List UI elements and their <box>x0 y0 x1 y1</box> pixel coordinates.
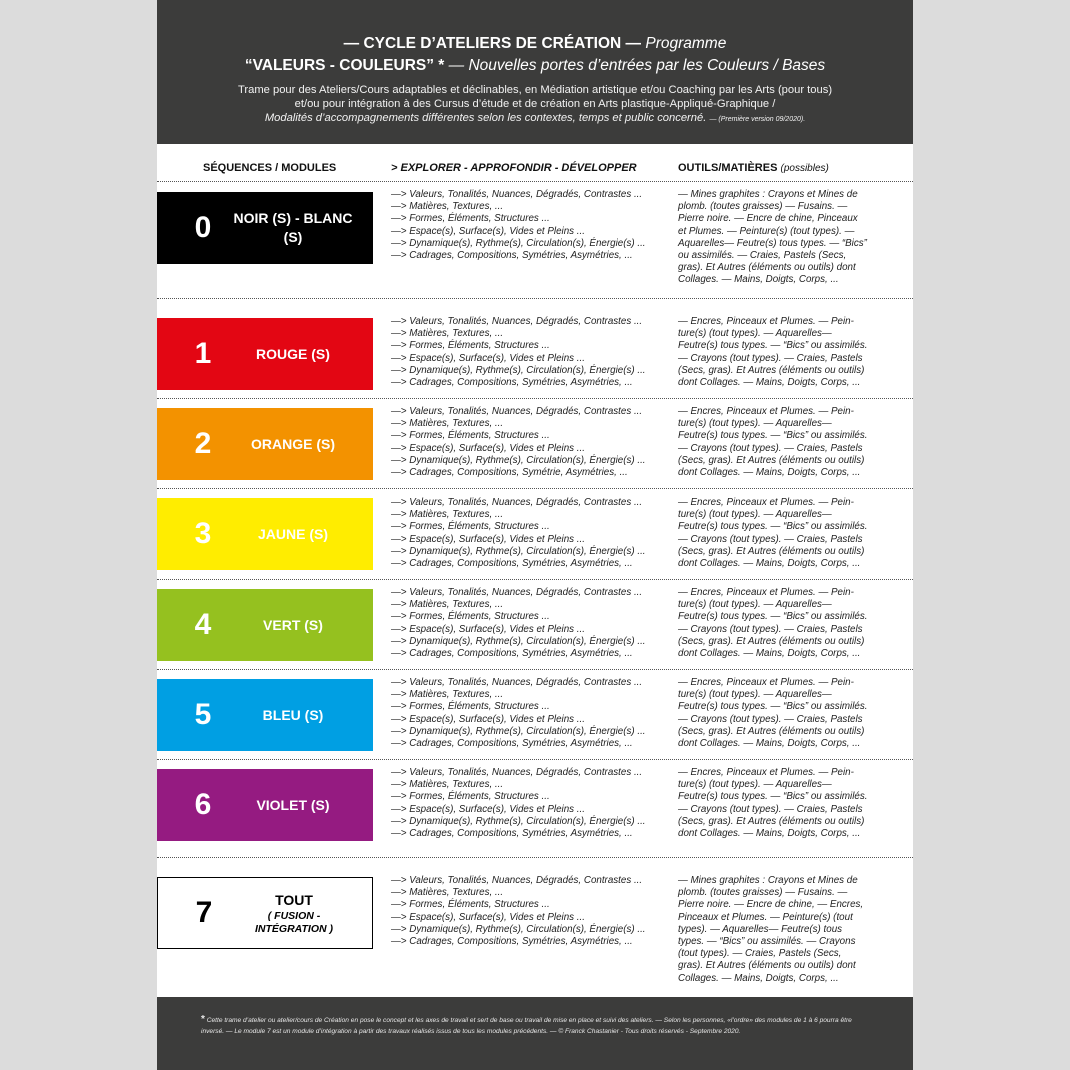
separator <box>157 857 913 858</box>
explorer-list-4 <box>391 587 646 660</box>
explorer-item: —> Matières, Textures, ... <box>391 328 504 340</box>
tools-text-6: — Encres, Pinceaux et Plumes. — Pein- ture(s) (tout types). — Aquarelles— Feutre(s) tous types. — “Bics” ou assimilés. — Crayons (tout types). — Craies, Pastels (Secs, gras). Et Autres (éléments ou outils) dont Collages. — Mains, Doigts, Corps, ... <box>678 767 868 840</box>
explorer-item: —> Matières, Textures, ... <box>391 201 504 213</box>
module-name-text: VERT (S) <box>263 616 323 633</box>
explorer-list-0 <box>391 189 646 262</box>
explorer-item: —> Matières, Textures, ... <box>391 887 504 899</box>
page-footer <box>157 997 913 1070</box>
explorer-item: —> Formes, Éléments, Structures ... <box>391 340 550 352</box>
explorer-item: —> Espace(s), Surface(s), Vides et Pleins ... <box>391 803 585 815</box>
footer-note: * Cette trame d’atelier ou atelier/cours de Création en pose le concept et les axes de travail et sert de base ou travail de mise en place et suivi des ateliers. — Selon les personnes, «l’ordre» des modules de 1 à 6 pourra être inversé. — Le module 7 est un module d’intégration à partir des travaux réalisés issus de tous les modules précédents. — © Franck Chastanier - Tous droits réservés - Septembre 2020. <box>201 1014 852 1035</box>
module-box-0 <box>157 192 373 264</box>
explorer-item: —> Valeurs, Tonalités, Nuances, Dégradés, Contrastes ... <box>391 406 643 417</box>
explorer-item: —> Valeurs, Tonalités, Nuances, Dégradés, Contrastes ... <box>391 316 643 327</box>
separator <box>157 759 913 760</box>
explorer-item: —> Formes, Éléments, Structures ... <box>391 899 550 911</box>
explorer-item: —> Matières, Textures, ... <box>391 418 504 430</box>
explorer-item: —> Dynamique(s), Rythme(s), Circulation(s), Énergie(s) ... <box>391 923 646 935</box>
module-number: 5 <box>194 698 212 731</box>
explorer-item: —> Valeurs, Tonalités, Nuances, Dégradés, Contrastes ... <box>391 497 643 508</box>
tools-text-4: — Encres, Pinceaux et Plumes. — Pein- ture(s) (tout types). — Aquarelles— Feutre(s) tous types. — “Bics” ou assimilés. — Crayons (tout types). — Craies, Pastels (Secs, gras). Et Autres (éléments ou outils) dont Collages. — Mains, Doigts, Corps, ... <box>678 587 868 660</box>
module-box-7 <box>157 877 373 949</box>
explorer-item: —> Formes, Éléments, Structures ... <box>391 430 550 442</box>
column-header-explorer: > EXPLORER - APPROFONDIR - DÉVELOPPER <box>391 162 637 174</box>
explorer-item: —> Matières, Textures, ... <box>391 779 504 791</box>
module-name <box>233 616 353 635</box>
explorer-item: —> Dynamique(s), Rythme(s), Circulation(s), Énergie(s) ... <box>391 815 646 827</box>
module-name <box>233 706 353 725</box>
description-line-3: Modalités d’accompagnements différentes selon les contextes, temps et public concerné. — (Première version 09/2020). <box>264 112 806 124</box>
module-name <box>233 209 353 247</box>
explorer-item: —> Valeurs, Tonalités, Nuances, Dégradés, Contrastes ... <box>391 875 643 886</box>
separator <box>157 181 913 182</box>
explorer-list-1 <box>391 316 646 389</box>
explorer-item: —> Espace(s), Surface(s), Vides et Pleins ... <box>391 713 585 725</box>
explorer-item: —> Dynamique(s), Rythme(s), Circulation(s), Énergie(s) ... <box>391 545 646 557</box>
tools-text-0: — Mines graphites : Crayons et Mines de plomb. (toutes graisses) — Fusains. — Pierre noire. — Encre de chine, Pinceaux et Plumes. — Peinture(s) (tout types). — Aquarelles— Feutre(s) tous types. — “Bics” ou assimilés. — Craies, Pastels (Secs, gras). Et Autres (éléments ou outils) dont Collages. — Mains, Doigts, Corps, ... <box>678 189 867 286</box>
module-name <box>233 435 353 454</box>
explorer-item: —> Espace(s), Surface(s), Vides et Pleins ... <box>391 623 585 635</box>
explorer-item: —> Espace(s), Surface(s), Vides et Pleins ... <box>391 533 585 545</box>
module-name-text: JAUNE (S) <box>257 525 328 542</box>
tools-text-1: — Encres, Pinceaux et Plumes. — Pein- ture(s) (tout types). — Aquarelles— Feutre(s) tous types. — “Bics” ou assimilés. — Crayons (tout types). — Craies, Pastels (Secs, gras). Et Autres (éléments ou outils) dont Collages. — Mains, Doigts, Corps, ... <box>678 316 868 389</box>
module-box-2 <box>157 408 373 480</box>
explorer-item: —> Valeurs, Tonalités, Nuances, Dégradés, Contrastes ... <box>391 189 643 200</box>
page-header <box>157 0 913 144</box>
module-name-text: TOUT <box>275 891 313 908</box>
explorer-item: —> Matières, Textures, ... <box>391 599 504 611</box>
module-number: 7 <box>195 896 213 929</box>
module-number: 6 <box>194 788 212 821</box>
explorer-item: —> Matières, Textures, ... <box>391 509 504 521</box>
explorer-item: —> Dynamique(s), Rythme(s), Circulation(s), Énergie(s) ... <box>391 454 646 466</box>
module-box-1 <box>157 318 373 390</box>
module-number: 3 <box>194 517 212 550</box>
explorer-list-5 <box>391 677 646 750</box>
explorer-item: —> Espace(s), Surface(s), Vides et Pleins ... <box>391 911 585 923</box>
module-number: 2 <box>194 427 212 460</box>
explorer-item: —> Dynamique(s), Rythme(s), Circulation(s), Énergie(s) ... <box>391 237 646 249</box>
title-line-1: — CYCLE D’ATELIERS DE CRÉATION — Programme <box>343 35 727 52</box>
explorer-item: —> Dynamique(s), Rythme(s), Circulation(s), Énergie(s) ... <box>391 635 646 647</box>
explorer-list-2 <box>391 406 646 479</box>
module-name-text: VIOLET (S) <box>256 796 330 813</box>
tools-text-5: — Encres, Pinceaux et Plumes. — Pein- ture(s) (tout types). — Aquarelles— Feutre(s) tous types. — “Bics” ou assimilés. — Crayons (tout types). — Craies, Pastels (Secs, gras). Et Autres (éléments ou outils) dont Collages. — Mains, Doigts, Corps, ... <box>678 677 868 750</box>
explorer-item: —> Cadrages, Compositions, Symétrie, Asymétries, ... <box>391 467 628 479</box>
module-box-5 <box>157 679 373 751</box>
module-number: 4 <box>194 608 212 641</box>
explorer-list-6 <box>391 767 646 840</box>
module-name-text: ORANGE (S) <box>251 435 335 452</box>
module-box-3 <box>157 498 373 570</box>
tools-text-7: — Mines graphites : Crayons et Mines de plomb. (toutes graisses) — Fusains. — Pierre noire. — Encre de chine, — Encres, Pinceaux et Plumes. — Peinture(s) (tout types). — Aquarelles— Feutre(s) tous types. — “Bics” ou assimilés. — Crayons (tout types). — Craies, Pastels (Secs, gras). Et Autres (éléments ou outils) dont Collages. — Mains, Doigts, Corps, ... <box>678 875 864 984</box>
module-box-4 <box>157 589 373 661</box>
explorer-item: —> Cadrages, Compositions, Symétries, Asymétries, ... <box>391 250 633 262</box>
explorer-item: —> Formes, Éléments, Structures ... <box>391 213 550 225</box>
explorer-item: —> Dynamique(s), Rythme(s), Circulation(s), Énergie(s) ... <box>391 364 646 376</box>
explorer-item: —> Valeurs, Tonalités, Nuances, Dégradés, Contrastes ... <box>391 587 643 598</box>
separator <box>157 579 913 580</box>
explorer-item: —> Espace(s), Surface(s), Vides et Pleins ... <box>391 442 585 454</box>
explorer-item: —> Cadrages, Compositions, Symétries, Asymétries, ... <box>391 377 633 389</box>
description-line-1: Trame pour des Ateliers/Cours adaptables et déclinables, en Médiation artistique et/ou Coaching par les Arts (pour tous) <box>237 84 833 96</box>
explorer-item: —> Dynamique(s), Rythme(s), Circulation(s), Énergie(s) ... <box>391 725 646 737</box>
explorer-item: —> Cadrages, Compositions, Symétries, Asymétries, ... <box>391 828 633 840</box>
explorer-item: —> Espace(s), Surface(s), Vides et Pleins ... <box>391 352 585 364</box>
explorer-list-3 <box>391 497 646 570</box>
tools-text-3: — Encres, Pinceaux et Plumes. — Pein- ture(s) (tout types). — Aquarelles— Feutre(s) tous types. — “Bics” ou assimilés. — Crayons (tout types). — Craies, Pastels (Secs, gras). Et Autres (éléments ou outils) dont Collages. — Mains, Doigts, Corps, ... <box>678 497 868 570</box>
module-name-text: ROUGE (S) <box>256 345 330 362</box>
separator <box>157 398 913 399</box>
explorer-item: —> Cadrages, Compositions, Symétries, Asymétries, ... <box>391 936 633 948</box>
column-header-outils: OUTILS/MATIÈRES (possibles) <box>678 162 829 174</box>
separator <box>157 298 913 299</box>
document-page <box>157 0 913 1070</box>
module-number: 1 <box>194 337 212 370</box>
module-name-text: NOIR (S) - BLANC (S) <box>233 210 353 245</box>
explorer-list-7 <box>391 875 646 948</box>
explorer-item: —> Cadrages, Compositions, Symétries, Asymétries, ... <box>391 738 633 750</box>
column-header-sequences: SÉQUENCES / MODULES <box>203 162 337 174</box>
explorer-item: —> Cadrages, Compositions, Symétries, Asymétries, ... <box>391 558 633 570</box>
separator <box>157 488 913 489</box>
tools-text-2: — Encres, Pinceaux et Plumes. — Pein- ture(s) (tout types). — Aquarelles— Feutre(s) tous types. — “Bics” ou assimilés. — Crayons (tout types). — Craies, Pastels (Secs, gras). Et Autres (éléments ou outils) dont Collages. — Mains, Doigts, Corps, ... <box>678 406 868 479</box>
explorer-item: —> Cadrages, Compositions, Symétries, Asymétries, ... <box>391 648 633 660</box>
module-name <box>233 345 353 364</box>
explorer-item: —> Valeurs, Tonalités, Nuances, Dégradés, Contrastes ... <box>391 677 643 688</box>
explorer-item: —> Formes, Éléments, Structures ... <box>391 521 550 533</box>
explorer-item: —> Formes, Éléments, Structures ... <box>391 701 550 713</box>
explorer-item: —> Formes, Éléments, Structures ... <box>391 791 550 803</box>
description-line-2: et/ou pour intégration à des Cursus d’étude et de création en Arts plastique-Appliqué-Graphique / <box>294 98 776 110</box>
module-number: 0 <box>194 211 212 244</box>
module-box-6 <box>157 769 373 841</box>
module-name-text: BLEU (S) <box>262 706 324 723</box>
module-name <box>233 525 353 544</box>
explorer-item: —> Formes, Éléments, Structures ... <box>391 611 550 623</box>
explorer-item: —> Espace(s), Surface(s), Vides et Pleins ... <box>391 225 585 237</box>
title-line-2: “VALEURS - COULEURS” * — Nouvelles portes d’entrées par les Couleurs / Bases <box>244 57 826 74</box>
explorer-item: —> Valeurs, Tonalités, Nuances, Dégradés, Contrastes ... <box>391 767 643 778</box>
module-name <box>234 891 354 936</box>
separator <box>157 669 913 670</box>
explorer-item: —> Matières, Textures, ... <box>391 689 504 701</box>
module-subtitle: ( FUSION - INTÉGRATION ) <box>255 909 333 935</box>
module-name <box>233 796 353 815</box>
